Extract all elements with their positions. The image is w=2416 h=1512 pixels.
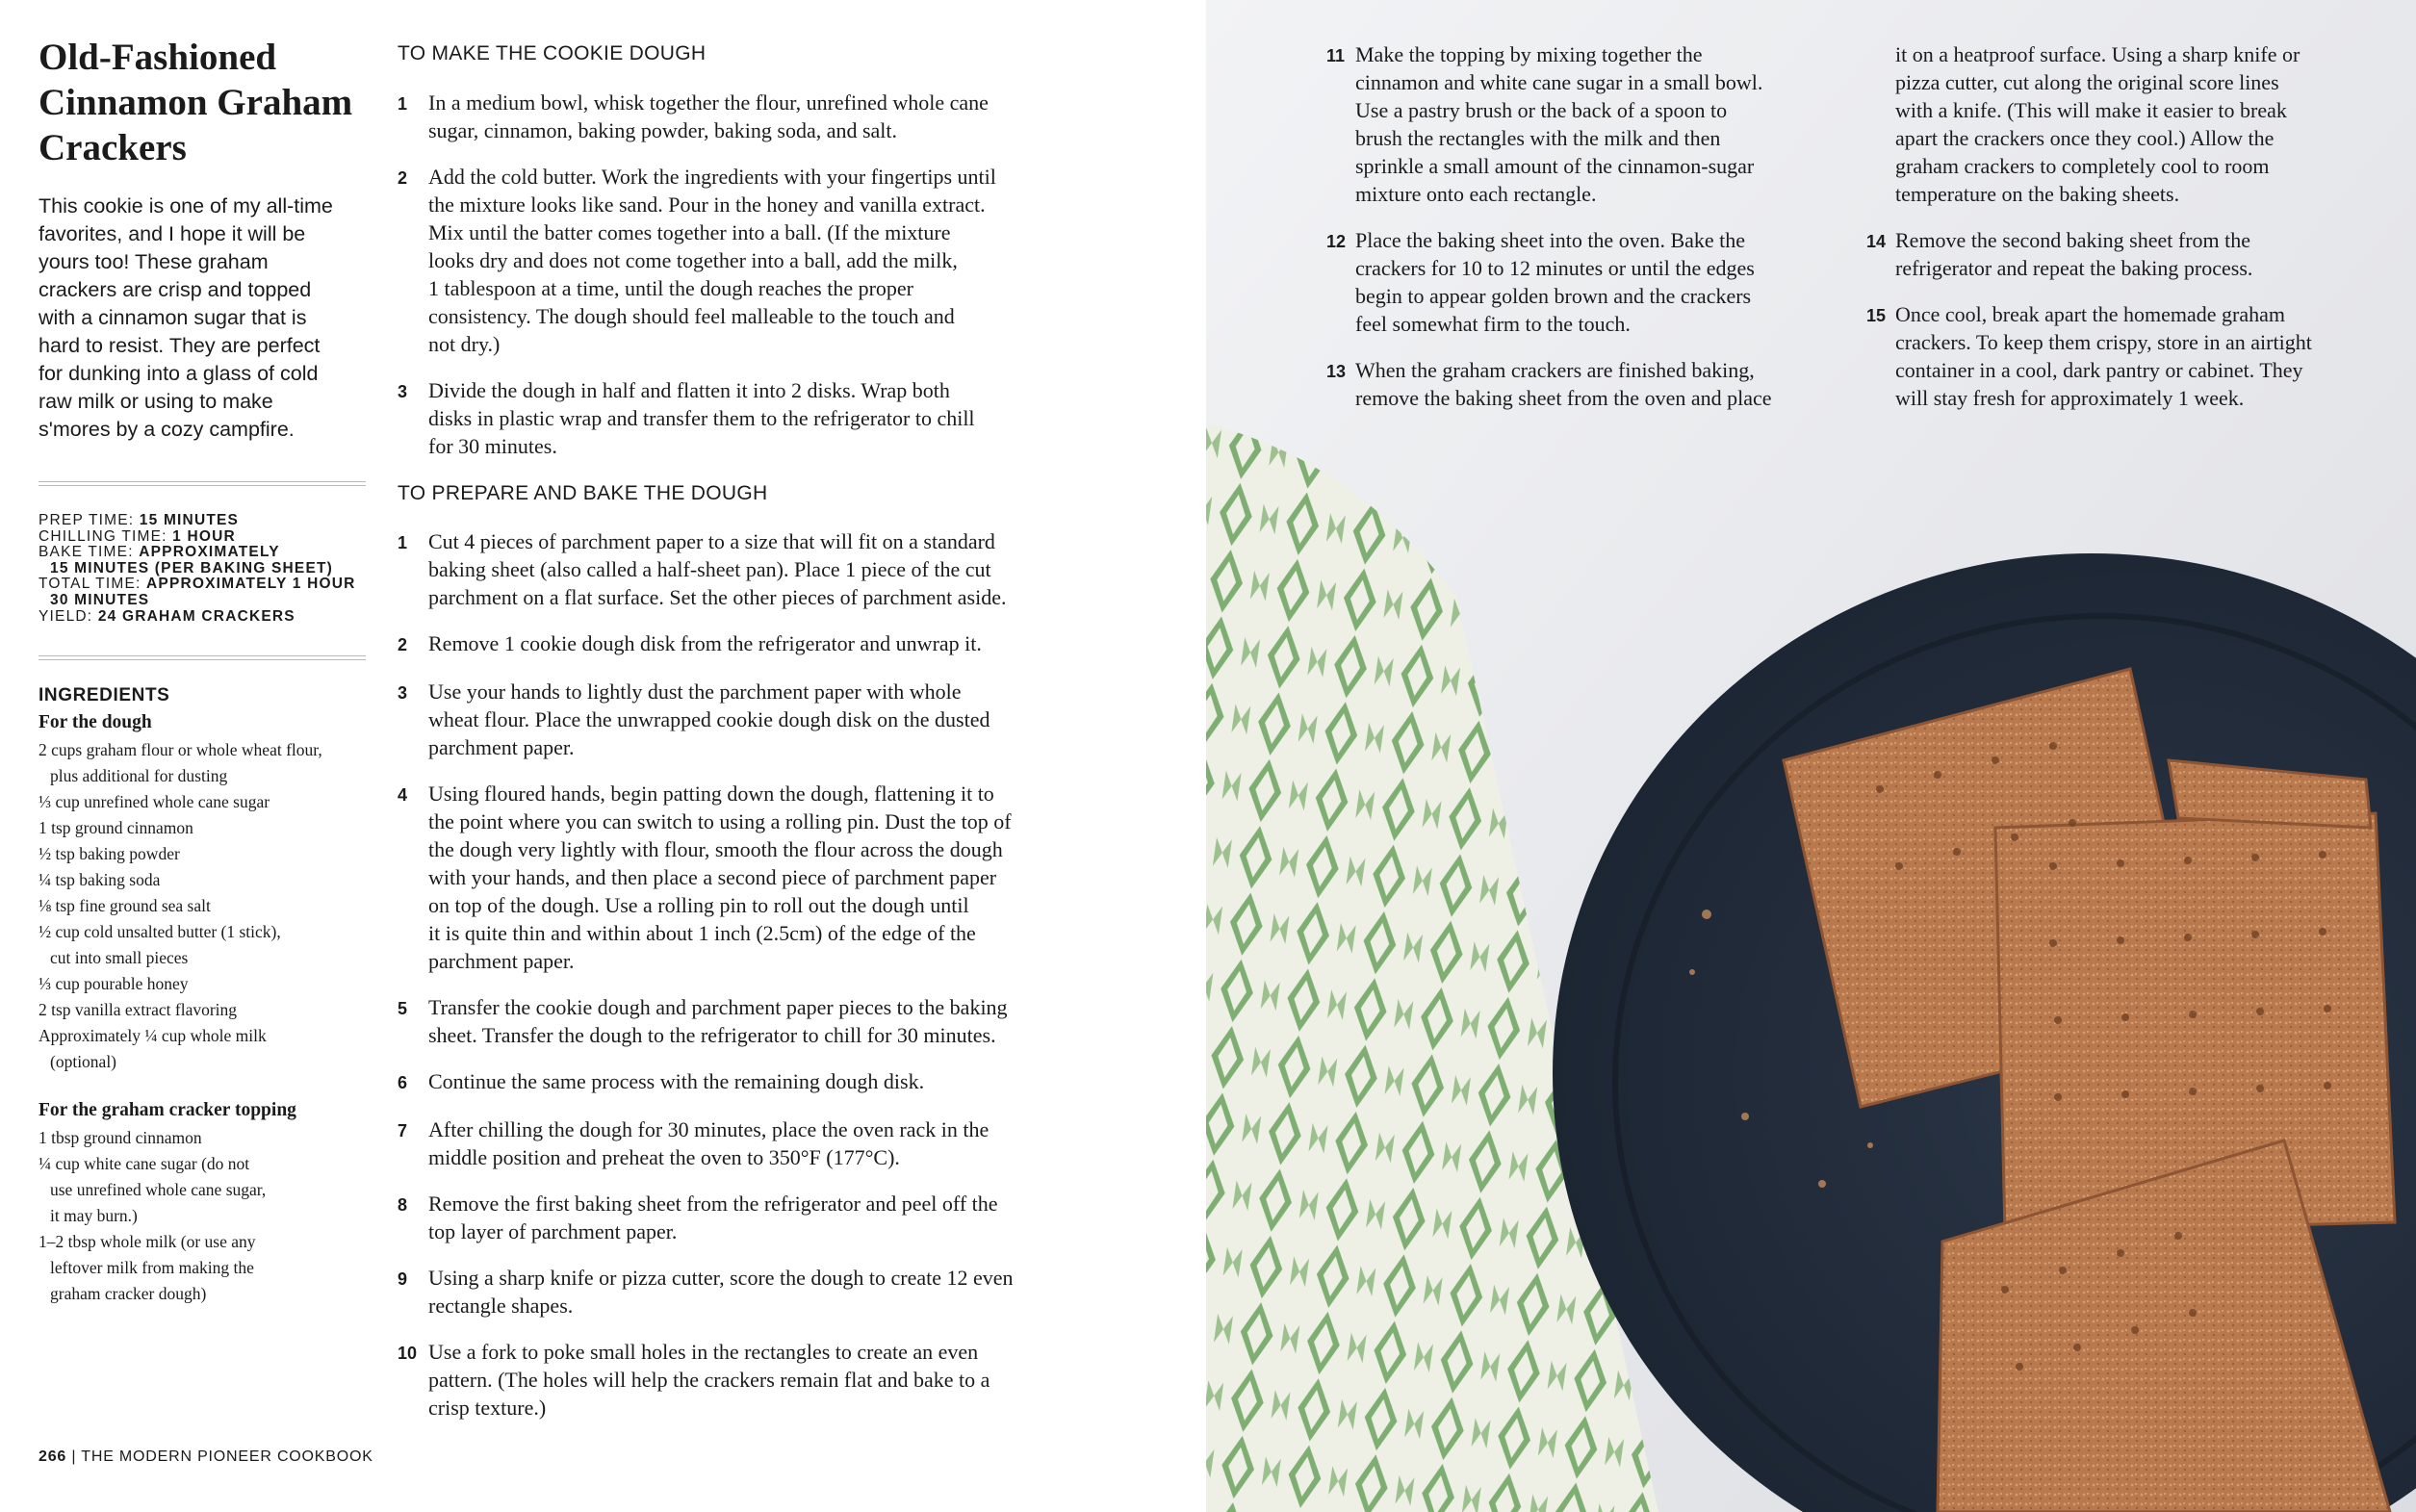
- step-line: sugar, cinnamon, baking powder, baking soda, and salt.: [428, 118, 898, 142]
- step-line: it is quite thin and within about 1 inch (2.5cm) of the edge of the: [428, 921, 976, 945]
- ingredient-text: plus additional for dusting: [50, 766, 228, 785]
- step-line: refrigerator and repeat the baking process.: [1895, 256, 2253, 280]
- step-text: [428, 1338, 990, 1422]
- step-line: crisp texture.): [428, 1396, 547, 1420]
- ingredient-text: 1 tbsp ground cinnamon: [39, 1128, 202, 1147]
- dough-steps: [398, 89, 1091, 478]
- intro-line: with a cinnamon sugar that is: [39, 306, 307, 329]
- ingredient-item: [39, 815, 375, 841]
- ingredient-item: [39, 1125, 375, 1151]
- step-line: on top of the dough. Use a rolling pin to roll out the dough until: [428, 893, 969, 917]
- right-steps-col2: [1866, 40, 2367, 430]
- ingredient-text: cut into small pieces: [50, 948, 189, 967]
- step-text: [428, 1067, 924, 1097]
- step-line: crackers. To keep them crispy, store in an airtight: [1895, 330, 2312, 354]
- ingredient-text: (optional): [50, 1052, 117, 1071]
- topping-subheading: For the graham cracker topping: [39, 1100, 296, 1120]
- step-number: 3: [398, 382, 408, 401]
- step-line: Divide the dough in half and flatten it into 2 disks. Wrap both: [428, 378, 950, 402]
- step-item: [1866, 40, 2367, 208]
- dough-subheading: For the dough: [39, 712, 152, 732]
- step-text: [1895, 226, 2252, 282]
- step-text: [1895, 40, 2300, 208]
- bake-steps: [398, 527, 1091, 1440]
- ingredient-text: leftover milk from making the: [50, 1258, 254, 1277]
- step-line: After chilling the dough for 30 minutes, place the oven rack in the: [428, 1117, 990, 1141]
- page-number: 266: [39, 1448, 67, 1465]
- step-line: sprinkle a small amount of the cinnamon-sugar: [1355, 154, 1755, 178]
- step-line: the dough very lightly with flour, smooth the flour across the dough: [428, 837, 1003, 861]
- intro-line: raw milk or using to make: [39, 390, 273, 413]
- title-line: Old-Fashioned: [39, 37, 277, 78]
- intro-line: This cookie is one of my all-time: [39, 194, 333, 218]
- section-heading: TO PREPARE AND BAKE THE DOUGH: [398, 482, 768, 504]
- step-item: [398, 1264, 1091, 1320]
- step-text: [428, 1264, 1014, 1320]
- ingredient-text: 1–2 tbsp whole milk (or use any: [39, 1232, 256, 1251]
- step-line: middle position and preheat the oven to 350°F (177°C).: [428, 1145, 900, 1169]
- step-item: [1866, 300, 2367, 412]
- step-text: [428, 780, 1012, 975]
- step-line: In a medium bowl, whisk together the flour, unrefined whole cane: [428, 90, 989, 115]
- step-item: [398, 993, 1091, 1049]
- step-line: Use your hands to lightly dust the parchment paper with whole: [428, 679, 962, 704]
- step-line: the mixture looks like sand. Pour in the honey and vanilla extract.: [428, 192, 986, 217]
- step-line: temperature on the baking sheets.: [1895, 182, 2180, 206]
- step-line: Use a fork to poke small holes in the rectangles to create an even: [428, 1340, 979, 1364]
- step-text: [428, 1115, 989, 1171]
- step-item: [1326, 226, 1808, 338]
- step-line: crackers for 10 to 12 minutes or until the edges: [1355, 256, 1755, 280]
- step-text: [428, 993, 1008, 1049]
- page-footer: [39, 1448, 373, 1466]
- ingredient-text: ⅛ tsp fine ground sea salt: [39, 896, 211, 915]
- ingredient-text: ⅓ cup pourable honey: [39, 974, 189, 993]
- ingredient-text: graham cracker dough): [50, 1284, 207, 1303]
- step-line: Using floured hands, begin patting down the dough, flattening it to: [428, 782, 994, 806]
- step-line: 1 tablespoon at a time, until the dough reaches the proper: [428, 276, 914, 300]
- step-line: Mix until the batter comes together into a ball. (If the mixture: [428, 220, 951, 244]
- step-line: remove the baking sheet from the oven and place: [1355, 386, 1772, 410]
- step-line: pizza cutter, cut along the original score lines: [1895, 70, 2279, 94]
- step-line: graham crackers to completely cool to room: [1895, 154, 2270, 178]
- ingredient-text: it may burn.): [50, 1206, 138, 1225]
- prep-time-label: PREP TIME:: [39, 512, 140, 528]
- step-line: brush the rectangles with the milk and then: [1355, 126, 1721, 150]
- step-line: will stay fresh for approximately 1 week.: [1895, 386, 2245, 410]
- ingredient-item: [39, 997, 375, 1023]
- step-line: it on a heatproof surface. Using a sharp knife or: [1895, 42, 2300, 66]
- step-text: [428, 89, 989, 144]
- step-text: [428, 376, 975, 460]
- intro-line: favorites, and I hope it will be: [39, 222, 306, 245]
- step-line: feel somewhat firm to the touch.: [1355, 312, 1631, 336]
- ingredient-item: [39, 1023, 375, 1075]
- ingredient-item: [39, 867, 375, 893]
- step-item: [1326, 40, 1808, 208]
- step-line: Using a sharp knife or pizza cutter, score the dough to create 12 even: [428, 1266, 1014, 1290]
- ingredient-item: [39, 789, 375, 815]
- ingredient-item: [39, 1151, 375, 1229]
- section-heading: TO MAKE THE COOKIE DOUGH: [398, 42, 707, 64]
- step-line: cinnamon and white cane sugar in a small bowl.: [1355, 70, 1763, 94]
- ingredient-text: ¼ cup white cane sugar (do not: [39, 1154, 250, 1173]
- step-text: [1895, 300, 2312, 412]
- step-item: [398, 1115, 1091, 1171]
- title-line: Crackers: [39, 127, 187, 168]
- step-line: When the graham crackers are finished baking,: [1355, 358, 1755, 382]
- yield-label: YIELD:: [39, 607, 98, 625]
- step-number: 9: [398, 1269, 408, 1289]
- step-item: [398, 89, 1091, 144]
- divider: [39, 481, 366, 482]
- step-line: Continue the same process with the remaining dough disk.: [428, 1069, 925, 1093]
- total-time-cont: [39, 593, 375, 609]
- step-item: [398, 678, 1091, 761]
- step-line: Once cool, break apart the homemade graham: [1895, 302, 2285, 326]
- step-line: Use a pastry brush or the back of a spoon to: [1355, 98, 1728, 122]
- intro-line: crackers are crisp and topped: [39, 278, 312, 301]
- prep-time-value: 15 MINUTES: [139, 512, 240, 528]
- step-item: [398, 1338, 1091, 1422]
- step-line: Remove 1 cookie dough disk from the refrigerator and unwrap it.: [428, 631, 982, 655]
- step-line: Remove the second baking sheet from the: [1895, 228, 2251, 252]
- step-number: [1866, 40, 1895, 208]
- step-text: [428, 163, 996, 358]
- ingredient-item: [39, 971, 375, 997]
- ingredient-text: 2 tsp vanilla extract flavoring: [39, 1000, 238, 1019]
- intro-line: for dunking into a glass of cold: [39, 362, 319, 385]
- step-line: Add the cold butter. Work the ingredients with your fingertips until: [428, 165, 996, 189]
- step-number: 4: [398, 785, 408, 805]
- ingredient-text: 2 cups graham flour or whole wheat flour,: [39, 740, 322, 759]
- step-number: 8: [398, 1195, 408, 1215]
- step-number: 6: [398, 1073, 408, 1092]
- step-line: disks in plastic wrap and transfer them to the refrigerator to chill: [428, 406, 975, 430]
- intro-line: s'mores by a cozy campfire.: [39, 418, 295, 441]
- step-line: for 30 minutes.: [428, 434, 557, 458]
- step-item: [398, 527, 1091, 611]
- step-number: 7: [398, 1121, 408, 1140]
- total-time-value-cont: 30 MINUTES: [50, 591, 150, 608]
- ingredient-text: 1 tsp ground cinnamon: [39, 818, 193, 837]
- step-line: Cut 4 pieces of parchment paper to a size that will fit on a standard: [428, 529, 995, 553]
- ingredient-item: [39, 841, 375, 867]
- chilling-time: [39, 529, 375, 546]
- step-text: [1355, 356, 1772, 412]
- step-item: [398, 629, 1091, 659]
- step-line: container in a cool, dark pantry or cabinet. They: [1895, 358, 2303, 382]
- bake-time-label: BAKE TIME:: [39, 544, 140, 561]
- intro-line: yours too! These graham: [39, 250, 269, 273]
- ingredient-item: [39, 919, 375, 971]
- step-line: with a knife. (This will make it easier to break: [1895, 98, 2287, 122]
- ingredient-item: [39, 737, 375, 789]
- chilling-time-value: 1 HOUR: [172, 527, 236, 545]
- step-text: [428, 678, 990, 761]
- step-item: [398, 376, 1091, 460]
- step-item: [1326, 356, 1808, 412]
- step-line: parchment paper.: [428, 949, 575, 973]
- ingredient-item: [39, 1229, 375, 1307]
- ingredient-item: [39, 893, 375, 919]
- step-line: the point where you can switch to using a rolling pin. Dust the top of: [428, 809, 1012, 833]
- topping-ingredient-list: [39, 1125, 375, 1307]
- step-line: Place the baking sheet into the oven. Bake the: [1355, 228, 1746, 252]
- yield-value: 24 GRAHAM CRACKERS: [97, 607, 296, 625]
- book-title: THE MODERN PIONEER COOKBOOK: [81, 1448, 373, 1465]
- step-line: with your hands, and then place a second piece of parchment paper: [428, 865, 997, 889]
- ingredient-text: ¼ tsp baking soda: [39, 870, 161, 889]
- step-line: pattern. (The holes will help the crackers remain flat and bake to a: [428, 1368, 990, 1392]
- recipe-title: [39, 35, 375, 170]
- step-number: 14: [1866, 232, 1887, 251]
- bake-time: [39, 545, 375, 561]
- step-line: looks dry and does not come together into a ball, add the milk,: [428, 248, 958, 272]
- total-time: [39, 577, 375, 593]
- step-line: parchment paper.: [428, 735, 575, 759]
- yield: [39, 609, 375, 626]
- right-page: [1206, 0, 2416, 1512]
- step-number: 11: [1326, 46, 1346, 65]
- total-time-label: TOTAL TIME:: [39, 576, 147, 593]
- recipe-intro: [39, 192, 371, 444]
- ingredient-text: ½ cup cold unsalted butter (1 stick),: [39, 922, 281, 941]
- step-item: [1866, 226, 2367, 282]
- step-number: 10: [398, 1344, 418, 1363]
- step-number: 15: [1866, 306, 1887, 325]
- step-number: 1: [398, 533, 408, 552]
- bake-time-cont: [39, 561, 375, 577]
- step-item: [398, 1067, 1091, 1097]
- step-line: top layer of parchment paper.: [428, 1219, 678, 1243]
- ingredient-text: Approximately ¼ cup whole milk: [39, 1026, 267, 1045]
- divider: [39, 655, 366, 656]
- step-line: wheat flour. Place the unwrapped cookie dough disk on the dusted: [428, 707, 990, 731]
- right-steps-col1: [1326, 40, 1808, 430]
- step-text: [428, 527, 1006, 611]
- step-number: 12: [1326, 232, 1347, 251]
- step-number: 2: [398, 635, 408, 654]
- step-item: [398, 1190, 1091, 1245]
- step-number: 1: [398, 94, 408, 114]
- time-info: [39, 513, 375, 625]
- step-line: Make the topping by mixing together the: [1355, 42, 1703, 66]
- bake-time-value-cont: 15 MINUTES (PER BAKING SHEET): [50, 559, 334, 577]
- step-number: 2: [398, 168, 408, 188]
- step-line: mixture onto each rectangle.: [1355, 182, 1597, 206]
- bake-time-value: APPROXIMATELY: [139, 544, 280, 561]
- left-page: [0, 0, 1206, 1512]
- chilling-time-label: CHILLING TIME:: [39, 527, 173, 545]
- footer-separator: |: [66, 1448, 82, 1465]
- step-item: [398, 780, 1091, 975]
- step-item: [398, 163, 1091, 358]
- total-time-value: APPROXIMATELY 1 HOUR: [146, 576, 356, 593]
- step-line: Transfer the cookie dough and parchment paper pieces to the baking: [428, 995, 1008, 1019]
- step-line: parchment on a flat surface. Set the other pieces of parchment aside.: [428, 585, 1007, 609]
- intro-line: hard to resist. They are perfect: [39, 334, 321, 357]
- title-line: Cinnamon Graham: [39, 82, 353, 123]
- step-number: 13: [1326, 362, 1347, 381]
- step-line: rectangle shapes.: [428, 1294, 574, 1318]
- dough-ingredient-list: [39, 737, 375, 1075]
- step-line: consistency. The dough should feel malleable to the touch and: [428, 304, 955, 328]
- step-text: [428, 1190, 998, 1245]
- step-number: 3: [398, 683, 408, 703]
- step-line: not dry.): [428, 332, 501, 356]
- ingredients-heading: INGREDIENTS: [39, 685, 170, 705]
- ingredients: [39, 683, 375, 1307]
- ingredient-text: use unrefined whole cane sugar,: [50, 1180, 267, 1199]
- step-line: sheet. Transfer the dough to the refrigerator to chill for 30 minutes.: [428, 1023, 996, 1047]
- step-line: begin to appear golden brown and the crackers: [1355, 284, 1752, 308]
- step-line: apart the crackers once they cool.) Allow the: [1895, 126, 2275, 150]
- step-number: 5: [398, 999, 408, 1018]
- step-text: [1355, 40, 1762, 208]
- step-line: Remove the first baking sheet from the refrigerator and peel off the: [428, 1192, 998, 1216]
- ingredient-text: ½ tsp baking powder: [39, 844, 180, 863]
- step-text: [428, 629, 982, 659]
- prep-time: [39, 513, 375, 529]
- ingredient-text: ⅓ cup unrefined whole cane sugar: [39, 792, 270, 811]
- step-text: [1355, 226, 1755, 338]
- step-line: baking sheet (also called a half-sheet pan). Place 1 piece of the cut: [428, 557, 991, 581]
